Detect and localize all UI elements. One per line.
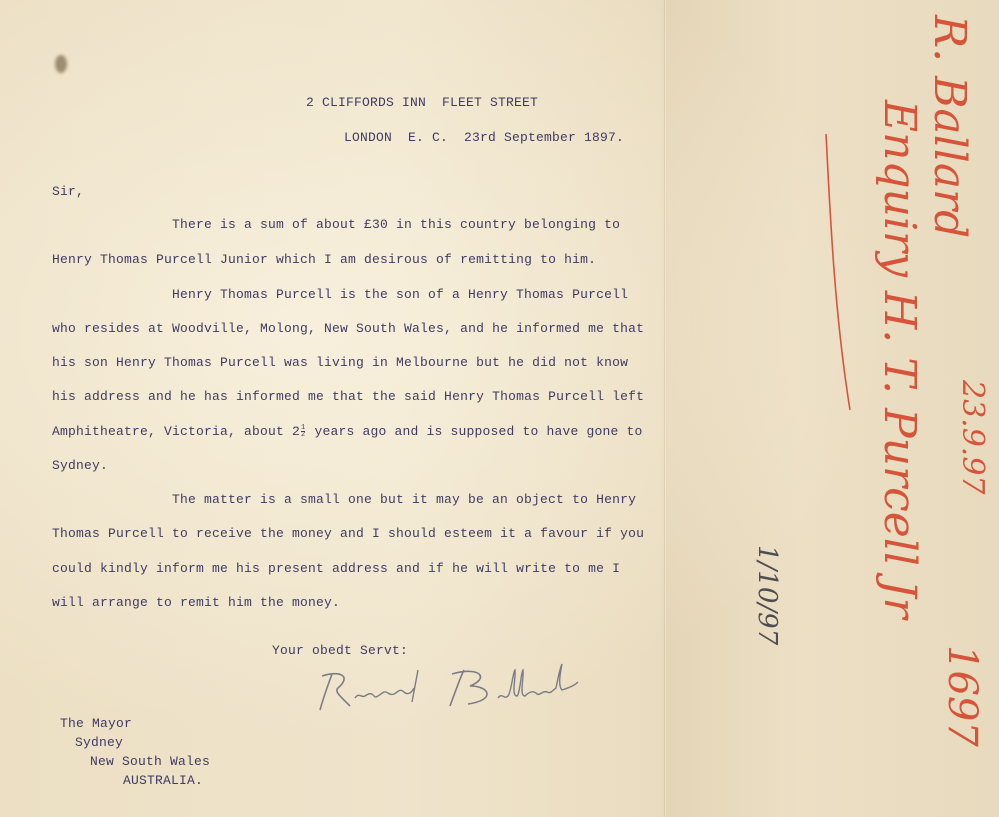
body-line: There is a sum of about £30 in this country belonging to [172, 217, 621, 232]
letterhead-date: LONDON E. C. 23rd September 1897. [344, 130, 625, 145]
body-text: Amphitheatre, Victoria, about 2 [52, 424, 301, 439]
letterhead-address: 2 CLIFFORDS INN FLEET STREET [306, 95, 539, 110]
recipient-line: New South Wales [90, 754, 211, 769]
body-line: will arrange to remit him the money. [52, 595, 341, 610]
body-text: years ago and is supposed to have gone to [306, 424, 643, 439]
body-line: Henry Thomas Purcell Junior which I am desirous of remitting to him. [52, 252, 597, 267]
salutation: Sir, [52, 184, 85, 199]
body-line: who resides at Woodville, Molong, New South Wales, and he informed me that [52, 321, 645, 336]
body-line: Sydney. [52, 458, 109, 473]
fraction-half [301, 425, 305, 438]
body-line: could kindly inform me his present address and if he will write to me I [52, 561, 621, 576]
fraction-denominator: 2 [301, 431, 306, 440]
red-annotation-name: R. Ballard [924, 15, 975, 239]
red-underline [820, 130, 860, 420]
red-annotation-enquiry: Enquiry H. T. Purcell Jr [874, 100, 925, 619]
body-line: Thomas Purcell to receive the money and I should esteem it a favour if you [52, 526, 645, 541]
recipient-line: Sydney [75, 735, 124, 750]
body-line: his address and he has informed me that the said Henry Thomas Purcell left [52, 389, 645, 404]
body-line: The matter is a small one but it may be an object to Henry [172, 492, 637, 507]
fraction-numerator: 1 [301, 424, 306, 433]
red-annotation-date: 23.9.97 [955, 380, 990, 495]
body-line [52, 424, 643, 439]
handwritten-signature [300, 662, 600, 722]
body-line: his son Henry Thomas Purcell was living in Melbourne but he did not know [52, 355, 629, 370]
recipient-line: The Mayor [60, 716, 133, 731]
closing: Your obedt Servt: [272, 643, 409, 658]
body-line: Henry Thomas Purcell is the son of a Henry Thomas Purcell [172, 287, 629, 302]
recipient-line: AUSTRALIA. [123, 773, 204, 788]
red-annotation-number: 1697 [939, 645, 985, 747]
paper-fold [664, 0, 667, 817]
ink-stain [55, 55, 67, 73]
pencil-date-note: 1/10/97 [752, 545, 782, 646]
